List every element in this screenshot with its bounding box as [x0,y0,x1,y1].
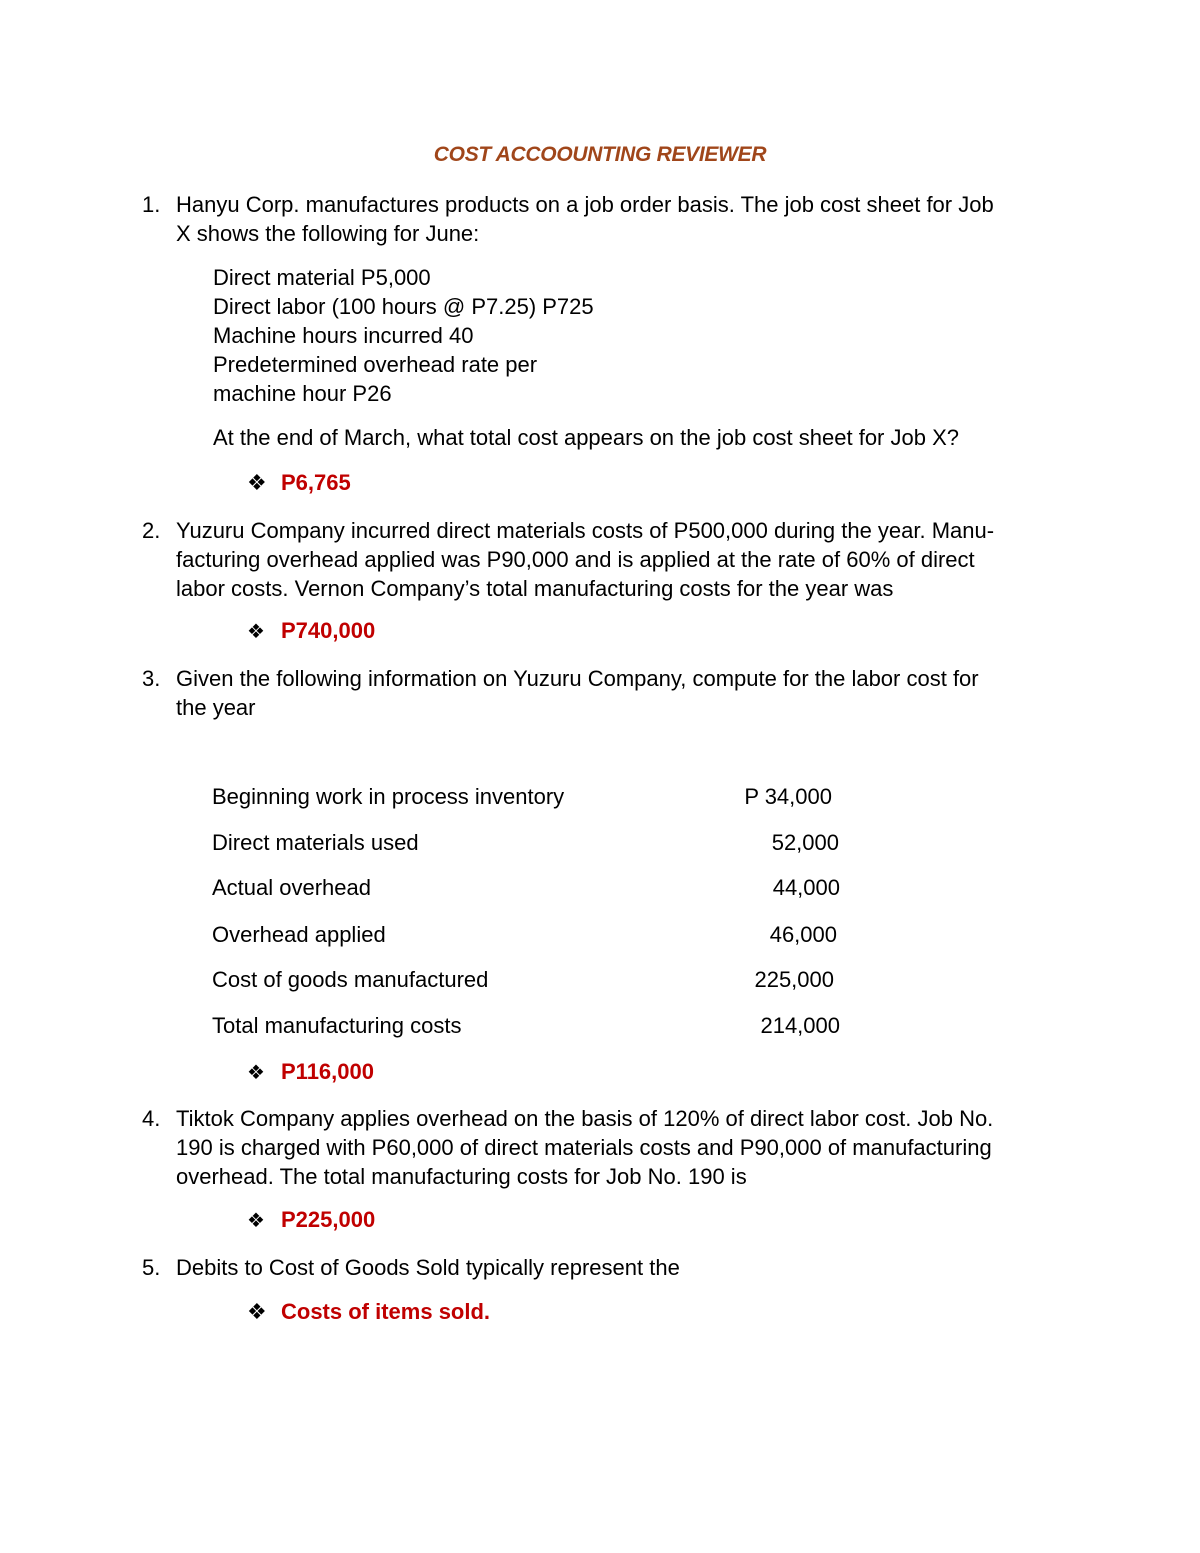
diamond-bullet-icon: ❖ [247,1062,265,1084]
row-label: Actual overhead [212,875,371,900]
answer-text: P116,000 [281,1059,374,1084]
answer-text: P225,000 [281,1207,376,1232]
table-row [212,922,852,952]
row-amount: 214,000 [760,1013,840,1038]
q1-answer [247,470,351,496]
question-1 [142,190,1062,248]
row-label: Cost of goods manufactured [212,967,489,992]
question-number: 4. [142,1106,161,1131]
question-5 [142,1253,1062,1282]
answer-text: P740,000 [281,618,376,643]
question-text-line: Tiktok Company applies overhead on the basis of 120% of direct labor cost. Job No. [176,1106,994,1131]
q5-answer [247,1299,490,1325]
q2-answer [247,618,375,644]
question-text-line: X shows the following for June: [176,221,480,246]
diamond-bullet-icon: ❖ [247,1210,265,1232]
given-item: Direct material P5,000 [213,265,431,290]
question-text-line: Hanyu Corp. manufactures products on a job order basis. The job cost sheet for Job [176,192,994,217]
question-text-line: 190 is charged with P60,000 of direct materials costs and P90,000 of manufacturing [176,1135,992,1160]
answer-text: Costs of items sold. [281,1299,491,1324]
given-item: machine hour P26 [213,381,392,406]
table-row [212,830,852,860]
answer-text: P6,765 [281,470,351,495]
row-amount: P 34,000 [744,784,832,809]
table-row [212,967,852,997]
question-2 [142,516,1062,603]
row-amount: 225,000 [754,967,834,992]
row-label: Total manufacturing costs [212,1013,462,1038]
question-text-line: Debits to Cost of Goods Sold typically represent the [176,1255,680,1280]
question-number: 1. [142,192,161,217]
row-amount: 52,000 [771,830,839,855]
table-row [212,784,852,814]
table-row [212,1013,852,1043]
diamond-bullet-icon: ❖ [247,1299,267,1324]
document-title: COST ACCOOUNTING REVIEWER [433,143,767,166]
given-item: Predetermined overhead rate per [213,352,538,377]
diamond-bullet-icon: ❖ [247,621,265,643]
row-amount: 44,000 [772,875,840,900]
diamond-bullet-icon: ❖ [247,470,267,495]
question-text-line: facturing overhead applied was P90,000 and is applied at the rate of 60% of direct [176,547,975,572]
question-3 [142,664,1062,722]
q4-answer [247,1207,375,1233]
q1-given-list [213,263,594,408]
given-item: Machine hours incurred 40 [213,323,474,348]
question-number: 2. [142,518,161,543]
question-text-line: Given the following information on Yuzuru Company, compute for the labor cost for [176,666,979,691]
table-row [212,875,852,905]
row-label: Direct materials used [212,830,419,855]
given-item: Direct labor (100 hours @ P7.25) P725 [213,294,594,319]
question-number: 5. [142,1255,161,1280]
question-text-line: labor costs. Vernon Company’s total manufacturing costs for the year was [176,576,894,601]
row-label: Overhead applied [212,922,386,947]
row-label: Beginning work in process inventory [212,784,565,809]
question-text-line: Yuzuru Company incurred direct materials costs of P500,000 during the year. Manu- [176,518,995,543]
q3-answer [247,1059,374,1085]
question-text-line: overhead. The total manufacturing costs for Job No. 190 is [176,1164,747,1189]
question-4 [142,1104,1062,1191]
row-amount: 46,000 [769,922,837,947]
question-number: 3. [142,666,161,691]
q1-question: At the end of March, what total cost appears on the job cost sheet for Job X? [213,425,959,450]
question-text-line: the year [176,695,256,720]
